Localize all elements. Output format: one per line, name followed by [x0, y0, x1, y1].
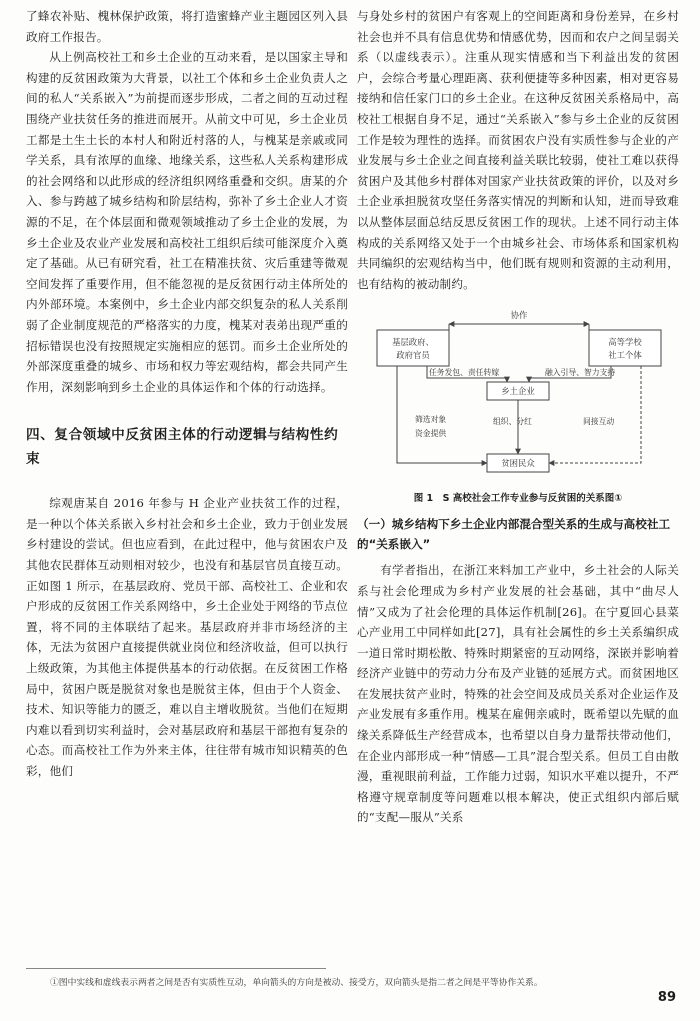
school-box: [589, 330, 661, 366]
right-paragraph-1: 与身处乡村的贫困户有客观上的空间距离和身份差异，在乡村社会也并不具有信息优势和情感优势，因而和农户之间呈弱关系（以虚线表示）。注重从现实情感和当下利益出发的贫困户，会综合考量心理距离、获利便捷等多种因素，相对更容易接纳和信任家门口的乡土企业。在这种反贫困关系格局中，高校社工根据自身不足，通过“关系嵌入”参与乡土企业的反贫困工作是较为理性的选择。而贫困农户没有实质性参与企业的产业发展与乡土企业之间直接利益关联比较弱，使社工难以获得贫困户及其他乡村群体对国家产业扶贫政策的评价，以及对乡土企业承担脱贫攻坚任务落实情况的判断和认知，进而导致难以从整体层面总结反思反贫困工作的现状。上述不同行动主体构成的关系网络又处于一个由城乡社会、市场体系和国家机构共同编织的宏观结构当中，他们既有规则和资源的主动利用，也有结构的被动制约。: [357, 9, 679, 291]
cooperation-label: 协作: [510, 310, 528, 321]
school-to-enterprise-label: 融入引导、智力支持: [545, 368, 616, 378]
footnote-divider: [26, 968, 326, 969]
page-number: 89: [657, 990, 676, 1005]
gov-to-poor-label-1: 筛选对象: [415, 415, 447, 425]
left-column: [26, 6, 348, 782]
gov-label-1: 基层政府、: [392, 337, 434, 348]
left-paragraph-2: 从上例高校社工和乡土企业的互动来看，是以国家主导和构建的反贫困政策为大背景，以社工个体和乡土企业负责人之间的私人“关系嵌入”为前提而逐步形成，二者之间的互动过程围绕产业扶贫任务的推进而展开。从前文中可见，乡土企业员工都是土生土长的本村人和附近村落的人，与槐某是亲戚或同学关系，具有浓厚的血缘、地缘关系，这些私人关系构建形成的社会网络和以此形成的经济组织网络重叠和交织。唐某的介入、参与跨越了城乡结构和阶层结构，弥补了乡土企业人才资源的不足，在个体层面和微观领域推动了乡土企业的发展，为乡土企业及农业产业发展和高校社工组织后续可能深度介入奠定了基础。从已有研究看，社工在精准扶贫、灾后重建等微观空间发挥了重要作用，但不能忽视的是反贫困行动主体所处的内外部环境。本案例中，乡土企业内部交织复杂的私人关系削弱了企业制度规范的严格落实的力度，槐某对表弟出现严重的招标错误也没有按照规定实施相应的惩罚。而乡土企业所处的外部深度重叠的城乡、市场和权力等宏观结构，都会共同产生作用，深刻影响到乡土企业的具体运作和个体的行动选择。: [26, 50, 348, 394]
subsection-title: （一）城乡结构下乡土企业内部混合型关系的生成与高校社工的“关系嵌入”: [357, 517, 671, 552]
figure-caption: 图 1 S 高校社会工作专业参与反贫困的关系图①: [413, 493, 623, 505]
right-paragraph-2: 有学者指出，在浙江来料加工产业中，乡土社会的人际关系与社会伦理成为乡村产业发展的社会基础，其中“曲尽人情”又成为了社会伦理的具体运作机制[26]。在宁夏回心县菜心产业用工中同样如此[27]，具有社会属性的乡土关系编织成一道日常时期松散、特殊时期紧密的互动网络，深嵌并影响着经济产业链中的劳动力分布及产业链的延展方式。而贫困地区在发展扶贫产业时，特殊的社会空间及成员关系对企业运作及产业发展有多重作用。槐某在雇佣亲戚时，既希望以先赋的血缘关系降低生产经营成本，也希望以自身力量帮扶带动他们，在企业内部形成一种“情感—工具”混合型关系。但员工自由散漫，重视眼前利益，工作能力过弱，知识水平难以提升，不严格遵守规章制度等问题难以根本解决，使正式组织内部后赋的“支配—服从”关系: [357, 563, 679, 825]
relationship-diagram-svg: [357, 306, 679, 484]
gov-box: [377, 330, 449, 366]
relationship-diagram: [357, 306, 679, 484]
enterprise-label: 乡土企业: [501, 386, 535, 397]
gov-to-enterprise-label: 任务发包、责任转嫁: [429, 368, 500, 378]
school-label-1: 高等学校: [608, 337, 642, 348]
section-title: 四、复合领域中反贫困主体的行动逻辑与结构性约束: [26, 427, 339, 468]
gov-label-2: 政府官员: [396, 350, 430, 361]
school-to-poor-edge: [549, 366, 641, 463]
left-paragraph-1: 了蜂农补贴、槐林保护政策，将打造蜜蜂产业主题园区列入县政府工作报告。: [26, 9, 348, 44]
school-to-poor-label: 间接互动: [583, 417, 615, 427]
school-label-2: 社工个体: [608, 350, 642, 361]
gov-to-poor-label-2: 资金提供: [415, 429, 447, 439]
footnote: ①图中实线和虚线表示两者之间是否有实质性互动，单向箭头的方向是被动、接受方，双向箭头是指二者之间是平等协作关系。: [50, 978, 543, 988]
left-paragraph-3: 综观唐某自 2016 年参与 H 企业产业扶贫工作的过程，是一种以个体关系嵌入乡村社会和乡土企业，致力于创业发展乡村建设的尝试。但也应看到，在此过程中，他与贫困农户及其他农民群体互动则相对较少，也没有和基层官员直接互动。正如图 1 所示，在基层政府、党员干部、高校社工、企业和农户形成的反贫困工作关系网络中，乡土企业处于网络的节点位置，将不同的主体联结了起来。基层政府并非市场经济的主体，无法为贫困户直接提供就业岗位和经济收益，但可以执行上级政策，为其他主体提供基本的行动依据。在反贫困工作格局中，贫困户既是脱贫对象也是脱贫主体，但由于个人资金、技术、知识等能力的匮乏，难以自主增收脱贫。当他们在短期内难以看到切实利益时，会对基层政府和基层干部抱有复杂的心态。而高校社工作为外来主体，往往带有城市知识精英的色彩，他们: [26, 496, 348, 778]
enterprise-to-poor-label: 组织、分红: [493, 417, 532, 427]
right-column: [357, 6, 679, 828]
poor-label: 贫困民众: [501, 458, 535, 469]
